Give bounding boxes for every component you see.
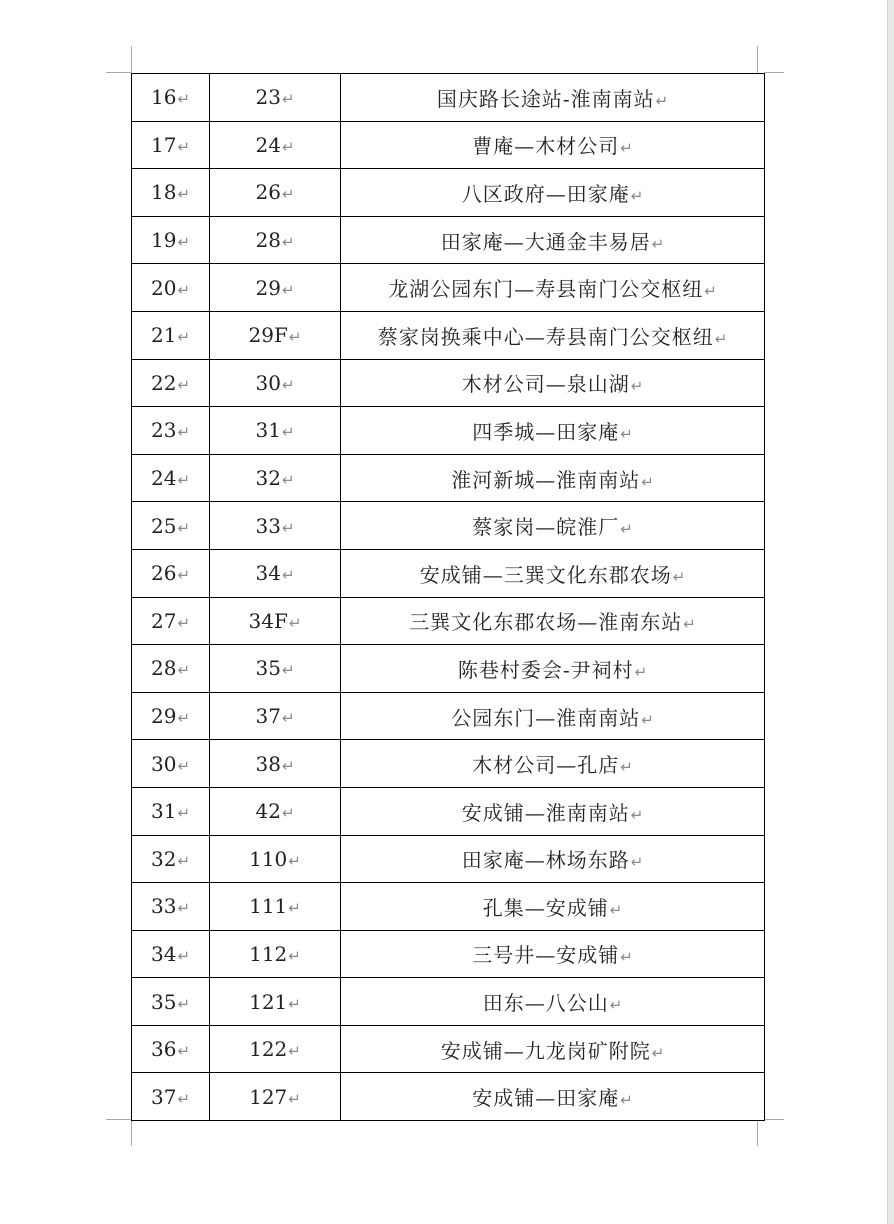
row-index-text: 25 [150,513,177,538]
table-row [132,835,765,883]
line-number-cell [210,169,341,217]
paragraph-mark-icon: ↵ [704,282,717,301]
line-number-text: 26 [255,180,281,205]
paragraph-mark-icon: ↵ [281,518,295,537]
paragraph-mark-icon: ↵ [281,280,295,299]
crop-mark-bottom-right-horizontal [764,1119,784,1120]
paragraph-mark-icon: ↵ [620,520,633,539]
route-name-text: 木材公司—孔店 [472,753,620,778]
paragraph-mark-icon: ↵ [630,853,644,872]
line-number-text: 31 [255,418,281,443]
row-index-text: 29 [150,704,177,729]
paragraph-mark-icon: ↵ [620,758,633,777]
paragraph-mark-icon: ↵ [177,185,191,204]
row-index-cell [132,359,210,407]
line-number-text: 29F [248,323,288,348]
row-index-text: 37 [150,1084,177,1109]
bus-route-table [131,73,765,1121]
paragraph-mark-icon: ↵ [288,994,301,1013]
line-number-cell [210,787,341,835]
route-name-cell [341,121,765,169]
table-row [132,311,765,359]
paragraph-mark-icon: ↵ [177,946,191,965]
row-index-cell [132,216,210,264]
paragraph-mark-icon: ↵ [281,137,295,156]
paragraph-mark-icon: ↵ [620,424,633,443]
route-name-cell [341,883,765,931]
route-name-cell [341,645,765,693]
row-index-text: 31 [150,799,177,824]
route-name-text: 安成铺—淮南南站 [461,800,630,825]
route-name-text: 安成铺—田家庵 [472,1086,620,1111]
row-index-text: 35 [150,989,177,1014]
paragraph-mark-icon: ↵ [288,613,302,632]
route-name-cell [341,359,765,407]
crop-mark-top-left-vertical [131,46,132,73]
paragraph-mark-icon: ↵ [641,710,654,729]
line-number-cell [210,216,341,264]
route-name-text: 木材公司—泉山湖 [461,372,630,397]
line-number-cell [210,835,341,883]
paragraph-mark-icon: ↵ [651,1043,665,1062]
paragraph-mark-icon: ↵ [655,91,669,110]
line-number-text: 32 [255,466,281,491]
route-name-cell [341,597,765,645]
line-number-cell [210,121,341,169]
paragraph-mark-icon: ↵ [609,996,623,1015]
paragraph-mark-icon: ↵ [177,994,191,1013]
paragraph-mark-icon: ↵ [177,280,191,299]
row-index-text: 21 [150,323,177,348]
table-row [132,549,765,597]
table-row [132,502,765,550]
paragraph-mark-icon: ↵ [177,613,191,632]
route-name-text: 曹庵—木材公司 [472,134,620,159]
paragraph-mark-icon: ↵ [177,661,191,680]
table-row [132,1025,765,1073]
paragraph-mark-icon: ↵ [177,1042,191,1061]
paragraph-mark-icon: ↵ [177,518,191,537]
paragraph-mark-icon: ↵ [634,662,648,681]
line-number-cell [210,454,341,502]
route-name-cell [341,978,765,1026]
table-row [132,883,765,931]
row-index-cell [132,787,210,835]
table-row [132,692,765,740]
route-name-cell [341,930,765,978]
row-index-text: 27 [150,608,177,633]
row-index-cell [132,264,210,312]
row-index-cell [132,549,210,597]
line-number-text: 33 [255,513,281,538]
paragraph-mark-icon: ↵ [651,234,665,253]
row-index-cell [132,454,210,502]
paragraph-mark-icon: ↵ [683,615,696,634]
route-name-text: 田家庵—林场东路 [461,848,630,873]
table-row [132,407,765,455]
crop-mark-bottom-left-vertical [131,1120,132,1146]
row-index-text: 30 [150,751,177,776]
crop-mark-bottom-right-vertical [757,1120,758,1146]
table-row [132,74,765,122]
paragraph-mark-icon: ↵ [177,471,191,490]
paragraph-mark-icon: ↵ [288,1089,301,1108]
table-row [132,597,765,645]
paragraph-mark-icon: ↵ [630,186,644,205]
paragraph-mark-icon: ↵ [177,423,191,442]
paragraph-mark-icon: ↵ [177,804,191,823]
row-index-cell [132,883,210,931]
route-name-cell [341,407,765,455]
paragraph-mark-icon: ↵ [714,329,728,348]
route-name-text: 三巽文化东郡农场—淮南东站 [409,610,683,635]
row-index-cell [132,835,210,883]
line-number-cell [210,549,341,597]
paragraph-mark-icon: ↵ [288,1042,301,1061]
row-index-text: 26 [150,561,177,586]
line-number-cell [210,311,341,359]
route-name-cell [341,549,765,597]
paragraph-mark-icon: ↵ [641,472,654,491]
route-name-text: 淮河新城—淮南南站 [451,467,641,492]
row-index-cell [132,502,210,550]
paragraph-mark-icon: ↵ [281,423,295,442]
crop-mark-top-left-horizontal [106,72,131,73]
route-name-cell [341,835,765,883]
row-index-cell [132,121,210,169]
line-number-text: 127 [249,1084,288,1109]
line-number-text: 112 [249,941,288,966]
paragraph-mark-icon: ↵ [281,756,295,775]
route-name-text: 八区政府—田家庵 [461,181,630,206]
line-number-text: 29 [255,275,281,300]
route-name-text: 蔡家岗换乘中心—寿县南门公交枢纽 [377,324,714,349]
paragraph-mark-icon: ↵ [177,328,191,347]
line-number-text: 30 [255,370,281,395]
route-name-text: 陈巷村委会-尹祠村 [457,657,634,682]
table-row [132,645,765,693]
paragraph-mark-icon: ↵ [630,377,644,396]
line-number-text: 28 [255,228,281,253]
route-name-text: 安成铺—三巽文化东郡农场 [419,562,672,587]
crop-mark-top-right-vertical [757,46,758,73]
row-index-cell [132,407,210,455]
table-row [132,787,765,835]
paragraph-mark-icon: ↵ [281,90,295,109]
row-index-text: 36 [150,1037,177,1062]
row-index-text: 32 [150,846,177,871]
route-name-text: 蔡家岗—皖淮厂 [472,515,620,540]
route-name-text: 孔集—安成铺 [482,895,609,920]
row-index-text: 28 [150,656,177,681]
line-number-cell [210,692,341,740]
row-index-cell [132,1025,210,1073]
route-name-text: 四季城—田家庵 [472,419,620,444]
paragraph-mark-icon: ↵ [609,900,623,919]
row-index-cell [132,740,210,788]
line-number-cell [210,1025,341,1073]
table-row [132,1073,765,1121]
paragraph-mark-icon: ↵ [177,233,191,252]
route-name-cell [341,502,765,550]
line-number-text: 42 [255,799,281,824]
paragraph-mark-icon: ↵ [281,661,295,680]
paragraph-mark-icon: ↵ [288,851,301,870]
route-name-cell [341,74,765,122]
route-name-cell [341,169,765,217]
route-name-text: 三号井—安成铺 [472,943,620,968]
row-index-cell [132,311,210,359]
paragraph-mark-icon: ↵ [177,709,191,728]
line-number-text: 23 [255,85,281,110]
line-number-cell [210,645,341,693]
line-number-cell [210,74,341,122]
line-number-cell [210,264,341,312]
row-index-text: 24 [150,466,177,491]
route-name-cell [341,264,765,312]
line-number-text: 121 [249,989,288,1014]
table-row [132,740,765,788]
paragraph-mark-icon: ↵ [630,805,644,824]
line-number-cell [210,883,341,931]
route-name-cell [341,1073,765,1121]
row-index-text: 16 [150,85,177,110]
paragraph-mark-icon: ↵ [281,375,295,394]
table-row [132,216,765,264]
row-index-text: 20 [150,275,177,300]
route-table-body [132,74,765,1121]
row-index-text: 22 [150,370,177,395]
paragraph-mark-icon: ↵ [288,946,301,965]
line-number-text: 37 [255,704,281,729]
row-index-text: 33 [150,894,177,919]
paragraph-mark-icon: ↵ [177,375,191,394]
table-row [132,264,765,312]
route-name-text: 田家庵—大通金丰易居 [440,229,651,254]
paragraph-mark-icon: ↵ [281,709,295,728]
table-row [132,930,765,978]
row-index-cell [132,930,210,978]
paragraph-mark-icon: ↵ [620,1091,633,1110]
route-name-text: 国庆路长途站-淮南南站 [436,86,655,111]
route-name-text: 公园东门—淮南南站 [451,705,641,730]
route-name-text: 安成铺—九龙岗矿附院 [440,1038,651,1063]
line-number-cell [210,597,341,645]
paragraph-mark-icon: ↵ [281,233,295,252]
route-name-cell [341,692,765,740]
line-number-cell [210,407,341,455]
row-index-cell [132,645,210,693]
paragraph-mark-icon: ↵ [281,185,295,204]
route-name-cell [341,787,765,835]
paragraph-mark-icon: ↵ [281,804,295,823]
table-row [132,121,765,169]
paragraph-mark-icon: ↵ [620,139,633,158]
route-name-cell [341,454,765,502]
table-row [132,359,765,407]
table-row [132,169,765,217]
paragraph-mark-icon: ↵ [672,567,686,586]
row-index-cell [132,597,210,645]
route-name-cell [341,216,765,264]
route-name-cell [341,1025,765,1073]
row-index-cell [132,74,210,122]
line-number-cell [210,978,341,1026]
line-number-text: 122 [249,1037,288,1062]
line-number-text: 38 [255,751,281,776]
paragraph-mark-icon: ↵ [620,948,633,967]
line-number-text: 35 [255,656,281,681]
line-number-text: 111 [249,894,288,919]
line-number-text: 24 [255,132,281,157]
row-index-text: 23 [150,418,177,443]
paragraph-mark-icon: ↵ [177,851,191,870]
row-index-cell [132,978,210,1026]
paragraph-mark-icon: ↵ [177,566,191,585]
row-index-text: 19 [150,228,177,253]
crop-mark-bottom-left-horizontal [106,1119,131,1120]
row-index-text: 17 [150,132,177,157]
line-number-cell [210,502,341,550]
row-index-cell [132,169,210,217]
row-index-cell [132,1073,210,1121]
line-number-text: 34 [255,561,281,586]
row-index-cell [132,692,210,740]
table-row [132,454,765,502]
paragraph-mark-icon: ↵ [177,90,191,109]
route-name-cell [341,740,765,788]
line-number-cell [210,359,341,407]
line-number-cell [210,1073,341,1121]
paragraph-mark-icon: ↵ [177,137,191,156]
paragraph-mark-icon: ↵ [288,899,301,918]
table-row [132,978,765,1026]
line-number-cell [210,740,341,788]
paragraph-mark-icon: ↵ [281,471,295,490]
line-number-text: 110 [249,846,288,871]
route-name-text: 龙湖公园东门—寿县南门公交枢纽 [388,277,704,302]
paragraph-mark-icon: ↵ [281,566,295,585]
line-number-text: 34F [248,608,288,633]
crop-mark-top-right-horizontal [764,72,784,73]
route-name-cell [341,311,765,359]
route-name-text: 田东—八公山 [482,991,609,1016]
row-index-text: 34 [150,941,177,966]
paragraph-mark-icon: ↵ [177,756,191,775]
paragraph-mark-icon: ↵ [288,328,302,347]
paragraph-mark-icon: ↵ [177,1089,191,1108]
row-index-text: 18 [150,180,177,205]
line-number-cell [210,930,341,978]
paragraph-mark-icon: ↵ [177,899,191,918]
